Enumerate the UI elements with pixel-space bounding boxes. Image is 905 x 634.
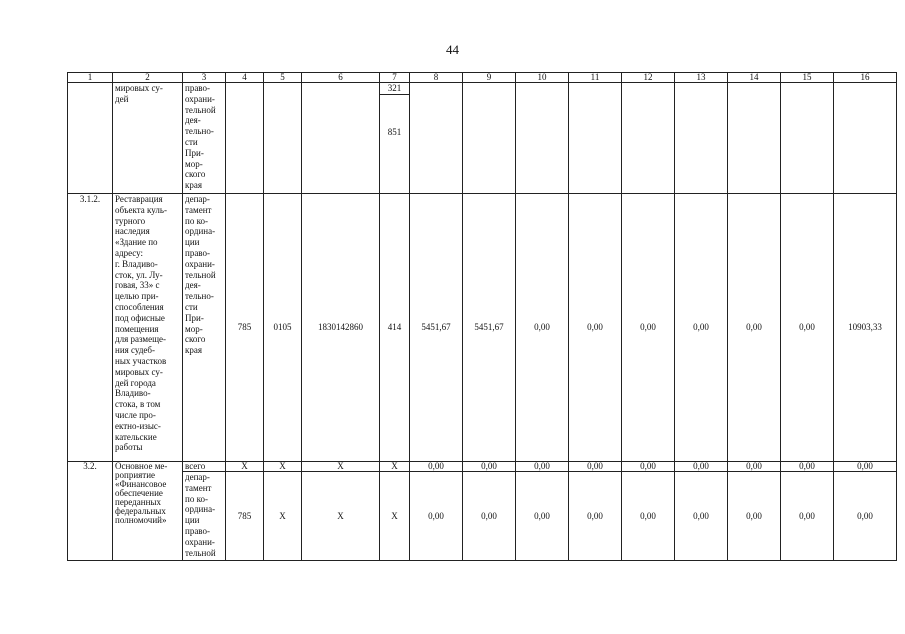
- table-cell: 0,00: [781, 462, 834, 472]
- header-cell: 5: [264, 73, 302, 83]
- table-cell: 785: [226, 472, 264, 561]
- budget-table: [67, 72, 897, 561]
- table-cell: X: [226, 462, 264, 472]
- table-cell: [728, 83, 781, 194]
- table-cell: 0,00: [675, 472, 728, 561]
- table-cell: 0,00: [516, 462, 569, 472]
- table-cell: 0,00: [728, 194, 781, 462]
- executor-cell: депар- тамент по ко- ордина- ции право- охрани- тельной: [183, 472, 226, 561]
- table-cell: 0,00: [675, 194, 728, 462]
- measure-name-cell: мировых су- дей: [113, 83, 183, 194]
- header-cell: 13: [675, 73, 728, 83]
- table-cell: 0,00: [516, 472, 569, 561]
- table-row: [68, 194, 897, 462]
- executor-cell: право- охрани- тельной дея- тельно- сти При- мор- ского края: [183, 83, 226, 194]
- table-cell: 0,00: [463, 472, 516, 561]
- table-cell: [834, 83, 897, 194]
- header-cell: 15: [781, 73, 834, 83]
- header-cell: 11: [569, 73, 622, 83]
- table-cell: 5451,67: [463, 194, 516, 462]
- table-cell: 0,00: [781, 194, 834, 462]
- table-cell: [675, 83, 728, 194]
- header-cell: 2: [113, 73, 183, 83]
- table-cell: [516, 83, 569, 194]
- executor-cell: всего: [183, 462, 226, 472]
- header-cell: 10: [516, 73, 569, 83]
- table-cell: 0,00: [622, 194, 675, 462]
- table-cell: [226, 83, 264, 194]
- table-cell: [569, 83, 622, 194]
- table-cell: [463, 83, 516, 194]
- table-cell: 0,00: [410, 462, 463, 472]
- header-cell: 4: [226, 73, 264, 83]
- measure-name-cell: Реставрация объекта куль- турного наследия «Здание по адресу: г. Владиво- сток, ул. Лу- говая, 33» с целью при- способления под офисные помещения для размеще- ния судеб- ных участков мировых су- дей города Владиво- стока, в том числе про- ектно-изыс- кательские работы: [113, 194, 183, 462]
- table-cell: 0,00: [622, 462, 675, 472]
- table-cell: X: [264, 472, 302, 561]
- table-cell: 0,00: [728, 472, 781, 561]
- table-cell: [622, 83, 675, 194]
- table-cell: [264, 83, 302, 194]
- table-cell: [781, 83, 834, 194]
- table-cell: 0,00: [516, 194, 569, 462]
- table-cell: X: [264, 462, 302, 472]
- table-cell: X: [302, 472, 380, 561]
- table-cell: 0,00: [410, 472, 463, 561]
- kbk-cell: [380, 83, 410, 194]
- kbk-code-851: 851: [387, 126, 402, 137]
- kbk-code-321: 321: [380, 83, 409, 95]
- executor-cell: депар- тамент по ко- ордина- ции право- охрани- тельной дея- тельно- сти При- мор- ского края: [183, 194, 226, 462]
- header-cell: 12: [622, 73, 675, 83]
- table-row: [68, 83, 897, 194]
- row-number-cell: 3.2.: [68, 462, 113, 561]
- table-cell: 0,00: [622, 472, 675, 561]
- table-cell: 0,00: [728, 462, 781, 472]
- header-cell: 6: [302, 73, 380, 83]
- table-cell: 0,00: [781, 472, 834, 561]
- table-cell: 0,00: [569, 462, 622, 472]
- header-cell: 3: [183, 73, 226, 83]
- table-cell: 785: [226, 194, 264, 462]
- table-cell: [410, 83, 463, 194]
- table-cell: 10903,33: [834, 194, 897, 462]
- table-cell: 0,00: [834, 462, 897, 472]
- table-cell: 5451,67: [410, 194, 463, 462]
- page-number: 44: [446, 42, 459, 57]
- table-row: [68, 472, 897, 561]
- header-cell: 16: [834, 73, 897, 83]
- measure-name-cell: Основное ме- роприятие «Финансовое обеспечение переданных федеральных полномочий»: [113, 462, 183, 561]
- table-cell: [302, 83, 380, 194]
- table-cell: 414: [380, 194, 410, 462]
- table-cell: 1830142860: [302, 194, 380, 462]
- table-cell: X: [380, 462, 410, 472]
- header-row: [68, 73, 897, 83]
- table-cell: 0,00: [569, 194, 622, 462]
- header-cell: 14: [728, 73, 781, 83]
- header-cell: 8: [410, 73, 463, 83]
- table-cell: 0,00: [675, 462, 728, 472]
- header-cell: 1: [68, 73, 113, 83]
- row-number-cell: 3.1.2.: [68, 194, 113, 462]
- header-cell: 9: [463, 73, 516, 83]
- table-cell: 0105: [264, 194, 302, 462]
- table-cell: 0,00: [463, 462, 516, 472]
- table-cell: 0,00: [569, 472, 622, 561]
- table-row: [68, 462, 897, 472]
- header-cell: 7: [380, 73, 410, 83]
- table-cell: X: [302, 462, 380, 472]
- row-number-cell: [68, 83, 113, 194]
- table-cell: X: [380, 472, 410, 561]
- table-cell: 0,00: [834, 472, 897, 561]
